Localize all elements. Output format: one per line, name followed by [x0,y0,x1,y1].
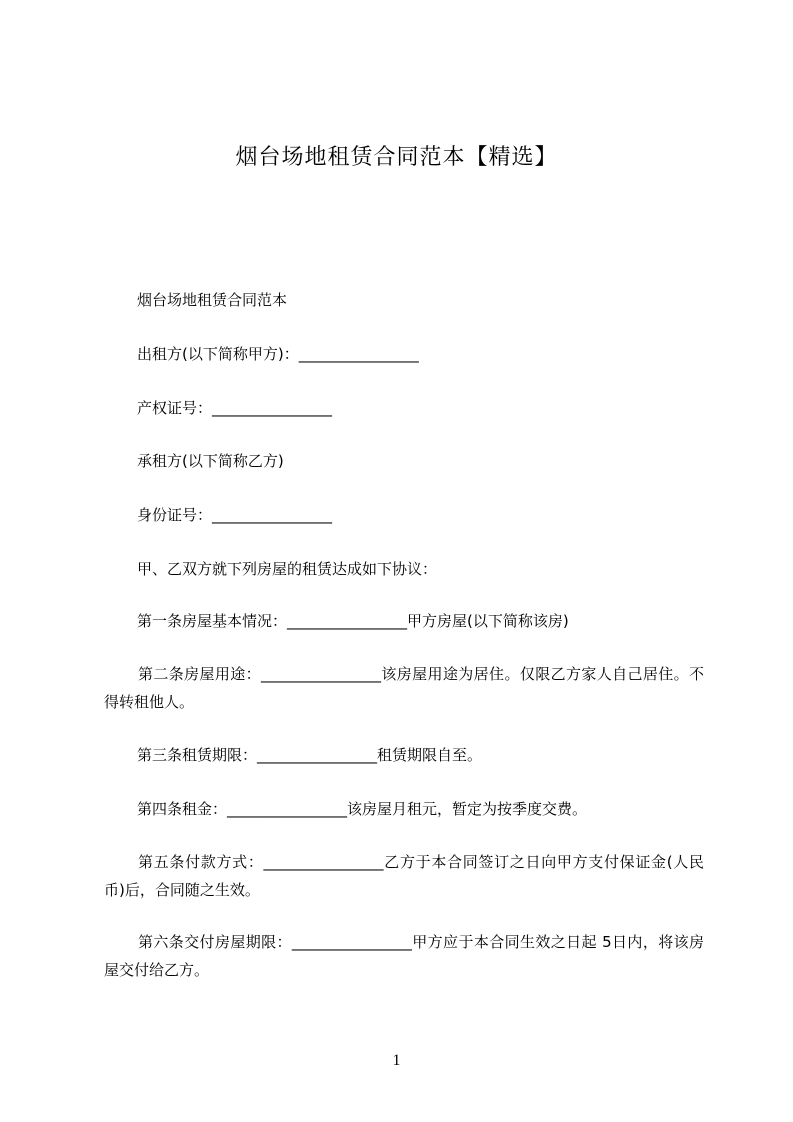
page-number: 1 [392,1052,401,1069]
contract-heading: 烟台场地租赁合同范本 [137,291,288,309]
document-title: 烟台场地租赁合同范本【精选】 [235,145,558,170]
agreement-intro-line: 甲、乙双方就下列房屋的租赁达成如下协议： [137,560,438,578]
id-number-line: 身份证号：________________ [137,506,333,524]
article-1-line: 第一条房屋基本情况：________________甲方房屋(以下简称该房) [137,612,569,630]
lessee-line: 承租方(以下简称乙方) [137,452,284,470]
article-2-paragraph: 第二条房屋用途：________________该房屋用途为居住。仅限乙方家人自己居住。不得转租他人。 [104,665,704,711]
article-6-paragraph: 第六条交付房屋期限：________________甲方应于本合同生效之日起 5日内，将该房屋交付给乙方。 [104,933,704,979]
property-certificate-line: 产权证号：________________ [137,399,333,417]
lessor-line: 出租方(以下简称甲方)：________________ [137,345,419,363]
article-4-line: 第四条租金：________________该房屋月租元，暂定为按季度交费。 [137,800,588,818]
article-3-line: 第三条租赁期限：________________租赁期限自至。 [137,746,483,764]
article-5-paragraph: 第五条付款方式：________________乙方于本合同签订之日向甲方支付保证金(人民币)后，合同随之生效。 [104,853,704,899]
